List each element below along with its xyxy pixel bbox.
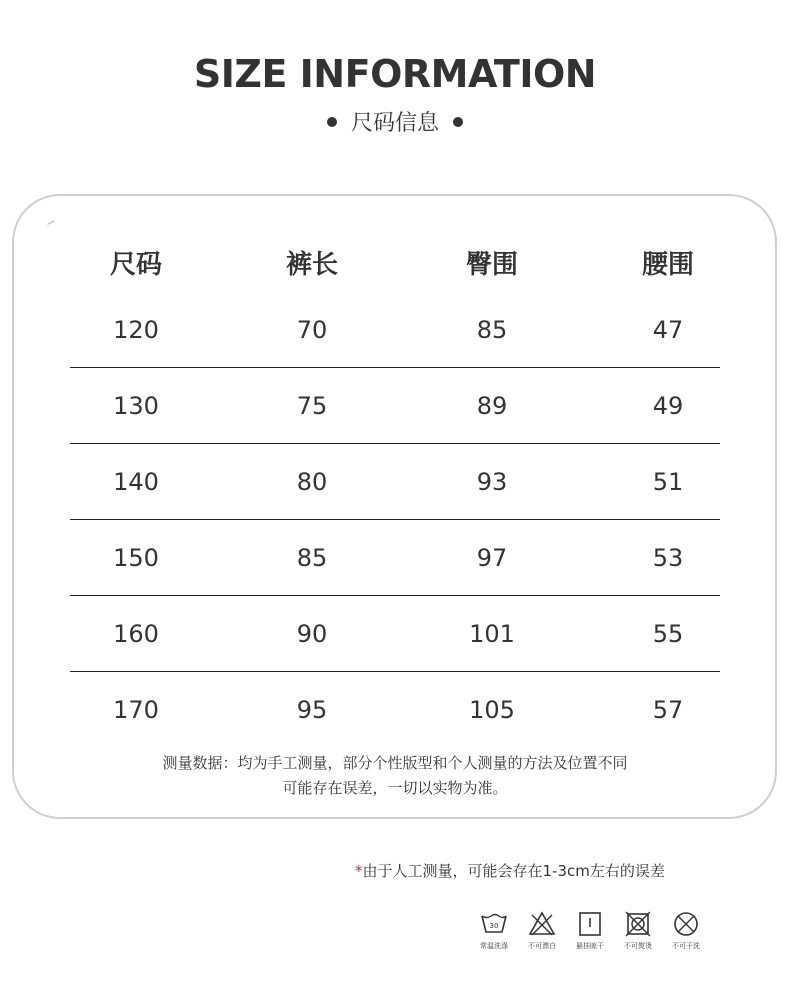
cell-size: 130 (113, 391, 159, 420)
care-label: 悬挂晾干 (576, 942, 604, 950)
cell-length: 90 (296, 619, 328, 648)
cell-size: 170 (113, 695, 159, 724)
cell-length: 85 (296, 543, 328, 572)
column-header-waist: 腰围 (641, 249, 694, 280)
column-header-length: 裤长 (285, 249, 338, 280)
page-title: SIZE INFORMATION (193, 52, 597, 96)
table-row (70, 520, 720, 596)
no-bleach-icon (527, 910, 557, 938)
column-header-hip: 臀围 (465, 249, 518, 280)
cell-waist: 47 (652, 315, 684, 344)
care-label: 不可漂白 (528, 942, 556, 950)
care-label: 不可熨烫 (624, 942, 652, 950)
wash-30-icon (479, 910, 509, 938)
measurement-note-line2: 可能存在误差，一切以实物为准。 (282, 779, 508, 797)
cell-waist: 55 (652, 619, 684, 648)
cell-length: 95 (296, 695, 328, 724)
page-subtitle: 尺码信息 (350, 111, 439, 136)
cell-size: 150 (113, 543, 159, 572)
no-tumble-dry-icon (623, 910, 653, 938)
subtitle-row (0, 106, 790, 137)
cell-waist: 51 (652, 467, 684, 496)
cell-hip: 101 (469, 619, 515, 648)
cell-size: 140 (113, 467, 159, 496)
cell-waist: 57 (652, 695, 684, 724)
cell-length: 75 (296, 391, 328, 420)
cell-hip: 97 (476, 543, 508, 572)
cell-size: 120 (113, 315, 159, 344)
no-dry-clean-icon (671, 910, 701, 938)
care-item-hang (570, 910, 610, 951)
care-label: 不可干洗 (672, 942, 700, 950)
care-item-dryclean (666, 910, 706, 951)
asterisk-mark: * (355, 862, 363, 880)
cell-hip: 105 (469, 695, 515, 724)
hang-dry-icon (575, 910, 605, 938)
care-item-bleach (522, 910, 562, 951)
cell-size: 160 (113, 619, 159, 648)
cell-hip: 93 (476, 467, 508, 496)
cell-waist: 53 (652, 543, 684, 572)
size-table (70, 232, 720, 747)
table-row (70, 596, 720, 672)
care-label: 常温洗涤 (480, 942, 508, 950)
bullet-dot-left (327, 117, 337, 127)
table-header-row (70, 232, 720, 292)
disclaimer (355, 860, 665, 881)
bullet-dot-right (453, 117, 463, 127)
cell-length: 70 (296, 315, 328, 344)
table-row (70, 444, 720, 520)
table-row (70, 672, 720, 747)
table-row (70, 368, 720, 444)
care-item-wash (474, 910, 514, 951)
disclaimer-text: 由于人工测量，可能会存在1-3cm左右的误差 (362, 862, 665, 880)
column-header-size: 尺码 (109, 249, 162, 280)
cell-waist: 49 (652, 391, 684, 420)
care-item-iron (618, 910, 658, 951)
care-instructions (474, 910, 706, 951)
cell-hip: 89 (476, 391, 508, 420)
table-row (70, 292, 720, 368)
measurement-note-line1: 测量数据：均为手工测量，部分个性版型和个人测量的方法及位置不同 (162, 754, 628, 772)
cell-length: 80 (296, 467, 328, 496)
cell-hip: 85 (476, 315, 508, 344)
wash-temp-text: 30 (489, 922, 499, 930)
